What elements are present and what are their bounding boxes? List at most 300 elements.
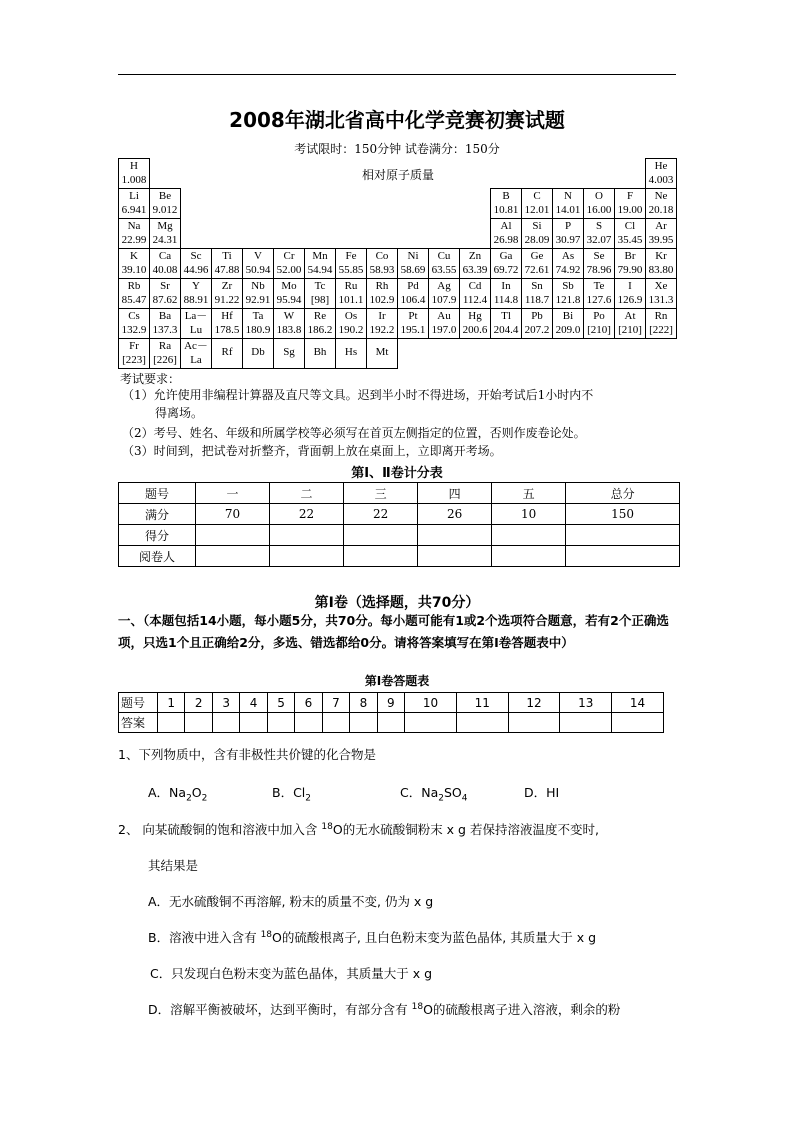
grader-entry-cell[interactable] xyxy=(492,546,566,567)
element-symbol: Y xyxy=(192,280,200,292)
table-cell: 题号 xyxy=(119,483,196,504)
grader-entry-cell[interactable] xyxy=(270,546,344,567)
element-cell xyxy=(304,338,336,369)
answer-header-label: 题号 xyxy=(119,693,158,713)
element-symbol: F xyxy=(626,190,634,202)
q1-option-b: B．$Cl_2$ xyxy=(272,785,312,804)
element-cell xyxy=(614,218,646,249)
element-cell xyxy=(149,338,181,369)
grader-entry-cell[interactable] xyxy=(344,546,418,567)
element-cell xyxy=(459,308,491,339)
element-cell xyxy=(273,248,305,279)
element-cell xyxy=(521,218,553,249)
element-mass: 83.80 xyxy=(648,264,674,276)
element-mass: 88.91 xyxy=(183,294,209,306)
element-cell xyxy=(521,248,553,279)
table-cell: 满分 xyxy=(119,504,196,525)
answer-question-number: 6 xyxy=(295,693,322,713)
element-symbol: Te xyxy=(593,280,605,292)
requirement-item: （1）允许使用非编程计算器及直尺等文具。迟到半小时不得进场，开始考试后1小时内不 xyxy=(122,388,594,402)
element-cell xyxy=(180,338,212,369)
requirements-heading: 考试要求： xyxy=(120,372,181,386)
element-mass: 26.98 xyxy=(493,234,519,246)
table-row xyxy=(119,483,680,504)
answer-question-number: 2 xyxy=(185,693,212,713)
element-mass: 102.9 xyxy=(369,294,395,306)
element-symbol: Os xyxy=(344,310,358,322)
element-mass: 19.00 xyxy=(617,204,643,216)
element-mass: 190.2 xyxy=(338,324,364,336)
element-symbol: Rb xyxy=(127,280,141,292)
element-cell xyxy=(335,248,367,279)
element-mass: 74.92 xyxy=(555,264,581,276)
element-cell xyxy=(583,248,615,279)
grader-entry-cell[interactable] xyxy=(418,546,492,567)
element-symbol: Be xyxy=(158,190,172,202)
element-cell xyxy=(583,218,615,249)
element-cell xyxy=(645,278,677,309)
section1-title: 第Ⅰ卷（选择题，共70分） xyxy=(314,595,480,611)
element-cell xyxy=(490,218,522,249)
element-mass: 50.94 xyxy=(245,264,271,276)
element-symbol: P xyxy=(564,220,572,232)
element-mass: 58.93 xyxy=(369,264,395,276)
element-symbol: Al xyxy=(500,220,512,232)
element-cell xyxy=(304,248,336,279)
element-cell xyxy=(366,338,398,369)
element-mass: 28.09 xyxy=(524,234,550,246)
element-cell xyxy=(304,308,336,339)
grader-entry-cell[interactable] xyxy=(196,546,270,567)
answer-question-number: 9 xyxy=(377,693,404,713)
element-mass: 137.3 xyxy=(152,324,178,336)
element-symbol: Ru xyxy=(344,280,358,292)
element-symbol: He xyxy=(654,160,668,172)
periodic-table xyxy=(118,158,676,368)
element-cell xyxy=(490,308,522,339)
element-cell xyxy=(459,248,491,279)
element-mass: 47.88 xyxy=(214,264,240,276)
element-cell xyxy=(552,278,584,309)
element-symbol: Se xyxy=(593,250,605,262)
element-symbol: C xyxy=(533,190,541,202)
element-cell xyxy=(614,188,646,219)
q2-option-c: C．只发现白色粉末变为蓝色晶体，其质量大于 x g xyxy=(150,966,433,981)
answer-entry-cell[interactable] xyxy=(212,713,239,733)
element-mass: 92.91 xyxy=(245,294,271,306)
table-cell: 10 xyxy=(492,504,566,525)
element-cell xyxy=(366,308,398,339)
element-mass: 32.07 xyxy=(586,234,612,246)
table-cell: 三 xyxy=(344,483,418,504)
element-symbol: Sg xyxy=(283,346,295,358)
element-cell xyxy=(118,308,150,339)
element-symbol: Fr xyxy=(129,340,139,352)
table-cell: 阅卷人 xyxy=(119,546,196,567)
element-symbol: Rf xyxy=(221,346,233,358)
q1-option-a: A．$Na_2O_2$ xyxy=(148,785,208,804)
score-table xyxy=(118,482,680,567)
element-cell xyxy=(118,248,150,279)
q2-option-b: B．溶液中进入含有 $^{18}$O的硫酸根离子, 且白色粉末变为蓝色晶体, 其质量大于 x g xyxy=(148,929,597,945)
element-symbol: I xyxy=(628,280,632,292)
element-cell xyxy=(428,278,460,309)
element-cell xyxy=(242,248,274,279)
element-symbol: Cr xyxy=(283,250,295,262)
element-symbol: Li xyxy=(129,190,139,202)
element-mass: [222] xyxy=(649,324,673,336)
table-cell: 150 xyxy=(566,504,680,525)
element-cell xyxy=(211,308,243,339)
score-entry-cell[interactable] xyxy=(344,525,418,546)
element-mass: La xyxy=(190,354,202,366)
answer-table-title: 第Ⅰ卷答题表 xyxy=(364,674,430,688)
answer-question-number: 5 xyxy=(267,693,294,713)
element-mass: 192.2 xyxy=(369,324,395,336)
element-mass: 63.39 xyxy=(462,264,488,276)
element-symbol: Ti xyxy=(222,250,232,262)
score-entry-cell[interactable] xyxy=(270,525,344,546)
q1-option-d: D．HI xyxy=(524,785,560,800)
element-cell xyxy=(614,278,646,309)
element-mass: 106.4 xyxy=(400,294,426,306)
element-symbol: Ag xyxy=(437,280,451,292)
element-mass: 78.96 xyxy=(586,264,612,276)
q2-option-d: D．溶解平衡被破坏，达到平衡时，有部分含有 $^{18}$O的硫酸根离子进入溶液，剩余的粉 xyxy=(148,1001,621,1017)
element-mass: 101.1 xyxy=(338,294,364,306)
element-symbol: Pd xyxy=(407,280,419,292)
element-cell xyxy=(645,218,677,249)
page-title: 2008年湖北省高中化学竞赛初赛试题 xyxy=(229,108,565,132)
element-cell xyxy=(552,188,584,219)
element-cell xyxy=(211,248,243,279)
answer-question-number: 11 xyxy=(456,693,508,713)
element-cell xyxy=(490,278,522,309)
answer-question-number: 1 xyxy=(158,693,185,713)
answer-entry-cell[interactable] xyxy=(350,713,377,733)
element-mass: 79.90 xyxy=(617,264,643,276)
requirement-item: （3）时间到，把试卷对折整齐，背面朝上放在桌面上，立即离开考场。 xyxy=(122,444,502,458)
element-symbol: Mt xyxy=(375,346,389,358)
answer-entry-cell[interactable] xyxy=(185,713,212,733)
element-symbol: Ga xyxy=(499,250,513,262)
element-symbol: Xe xyxy=(654,280,668,292)
element-mass: 63.55 xyxy=(431,264,457,276)
element-symbol: Sb xyxy=(562,280,574,292)
element-cell xyxy=(614,308,646,339)
element-mass: 24.31 xyxy=(152,234,178,246)
element-cell xyxy=(521,188,553,219)
grader-entry-cell[interactable] xyxy=(566,546,680,567)
element-mass: 22.99 xyxy=(121,234,147,246)
element-symbol: Mo xyxy=(281,280,297,292)
element-cell xyxy=(211,278,243,309)
element-mass: 4.003 xyxy=(648,174,674,186)
table-cell: 22 xyxy=(270,504,344,525)
page-subtitle: 考试限时：150分钟 试卷满分：150分 xyxy=(294,142,500,156)
element-cell xyxy=(397,278,429,309)
table-row xyxy=(119,504,680,525)
element-mass: [98] xyxy=(310,294,330,306)
element-cell xyxy=(645,188,677,219)
element-mass: 10.81 xyxy=(493,204,519,216)
answer-question-number: 7 xyxy=(322,693,349,713)
element-symbol: Pb xyxy=(531,310,543,322)
element-symbol: La－ xyxy=(184,310,208,322)
element-mass: [226] xyxy=(153,354,177,366)
answer-question-number: 12 xyxy=(508,693,560,713)
element-cell xyxy=(614,248,646,279)
element-cell xyxy=(397,308,429,339)
element-cell xyxy=(366,248,398,279)
header-rule xyxy=(118,74,676,75)
element-mass: 39.95 xyxy=(648,234,674,246)
element-symbol: At xyxy=(624,310,636,322)
element-cell xyxy=(645,308,677,339)
table-cell: 70 xyxy=(196,504,270,525)
answer-entry-cell[interactable] xyxy=(560,713,612,733)
element-cell xyxy=(335,338,367,369)
answer-entry-cell[interactable] xyxy=(158,713,185,733)
element-cell xyxy=(242,278,274,309)
element-mass: 87.62 xyxy=(152,294,178,306)
element-symbol: N xyxy=(564,190,572,202)
element-mass: 14.01 xyxy=(555,204,581,216)
element-cell xyxy=(149,188,181,219)
element-symbol: V xyxy=(254,250,262,262)
element-mass: 209.0 xyxy=(555,324,581,336)
element-symbol: Bh xyxy=(313,346,327,358)
table-cell: 总分 xyxy=(566,483,680,504)
element-cell xyxy=(521,308,553,339)
q1-option-c: C．$Na_2SO_4$ xyxy=(400,785,468,804)
section1-instructions: 一、（本题包括14小题，每小题5分，共70分。每小题可能有1或2个选项符合题意，若有2个正确选项，只选1个且正确给2分，多选、错选都给0分。请将答案填写在第Ⅰ卷答题表中） xyxy=(118,613,669,650)
element-mass: 178.5 xyxy=(214,324,240,336)
element-mass: 132.9 xyxy=(121,324,147,336)
element-mass: 58.69 xyxy=(400,264,426,276)
element-mass: 54.94 xyxy=(307,264,333,276)
element-symbol: Fe xyxy=(345,250,357,262)
element-symbol: Rn xyxy=(654,310,668,322)
element-mass: 6.941 xyxy=(121,204,147,216)
element-mass: 40.08 xyxy=(152,264,178,276)
answer-entry-cell[interactable] xyxy=(508,713,560,733)
element-mass: 180.9 xyxy=(245,324,271,336)
table-cell: 26 xyxy=(418,504,492,525)
answer-entry-cell[interactable] xyxy=(322,713,349,733)
element-mass: 72.61 xyxy=(524,264,550,276)
element-symbol: K xyxy=(130,250,138,262)
element-cell xyxy=(490,248,522,279)
element-cell xyxy=(552,308,584,339)
element-cell xyxy=(180,248,212,279)
element-symbol: Co xyxy=(375,250,389,262)
element-mass: Lu xyxy=(189,324,203,336)
element-mass: 204.4 xyxy=(493,324,519,336)
element-cell xyxy=(118,188,150,219)
element-cell xyxy=(490,188,522,219)
score-table-title: 第Ⅰ、Ⅱ卷计分表 xyxy=(351,466,443,481)
element-symbol: Ar xyxy=(655,220,667,232)
element-cell xyxy=(273,338,305,369)
element-symbol: Ca xyxy=(158,250,172,262)
element-symbol: Pt xyxy=(408,310,418,322)
table-row xyxy=(119,546,680,567)
answer-entry-cell[interactable] xyxy=(377,713,404,733)
element-symbol: Mn xyxy=(312,250,328,262)
element-symbol: Ra xyxy=(158,340,172,352)
element-symbol: Ir xyxy=(378,310,386,322)
table-cell: 得分 xyxy=(119,525,196,546)
answer-entry-cell[interactable] xyxy=(612,713,664,733)
answer-question-number: 3 xyxy=(212,693,239,713)
element-mass: 91.22 xyxy=(214,294,240,306)
question-2-stem-continued: 其结果是 xyxy=(148,858,199,873)
element-mass: 114.8 xyxy=(493,294,519,306)
element-symbol: Ta xyxy=(252,310,264,322)
table-row xyxy=(119,525,680,546)
element-cell xyxy=(645,158,677,189)
element-cell xyxy=(273,308,305,339)
element-symbol: Hs xyxy=(344,346,358,358)
table-cell: 二 xyxy=(270,483,344,504)
element-mass: 95.94 xyxy=(276,294,302,306)
element-cell xyxy=(118,218,150,249)
element-cell xyxy=(304,278,336,309)
element-cell xyxy=(211,338,243,369)
table-cell: 五 xyxy=(492,483,566,504)
score-entry-cell[interactable] xyxy=(196,525,270,546)
element-symbol: Hf xyxy=(221,310,233,322)
element-symbol: Ge xyxy=(530,250,544,262)
element-mass: [210] xyxy=(587,324,611,336)
question-1-stem: 1、下列物质中，含有非极性共价键的化合物是 xyxy=(118,747,376,762)
element-cell xyxy=(118,158,150,189)
element-symbol: Cu xyxy=(437,250,451,262)
element-symbol: Ni xyxy=(407,250,419,262)
element-mass: [223] xyxy=(122,354,146,366)
element-mass: 12.01 xyxy=(524,204,550,216)
element-symbol: Tc xyxy=(314,280,326,292)
element-cell xyxy=(459,278,491,309)
element-symbol: Cl xyxy=(624,220,636,232)
element-symbol: Ne xyxy=(654,190,668,202)
answer-question-number: 8 xyxy=(350,693,377,713)
element-symbol: Sc xyxy=(190,250,202,262)
element-cell xyxy=(242,308,274,339)
element-cell xyxy=(335,308,367,339)
element-symbol: O xyxy=(595,190,603,202)
table-cell: 一 xyxy=(196,483,270,504)
element-symbol: Hg xyxy=(468,310,482,322)
score-entry-cell[interactable] xyxy=(418,525,492,546)
score-entry-cell[interactable] xyxy=(566,525,680,546)
element-mass: 118.7 xyxy=(524,294,550,306)
element-cell xyxy=(552,248,584,279)
element-symbol: Zn xyxy=(468,250,482,262)
element-mass: 35.45 xyxy=(617,234,643,246)
element-symbol: Si xyxy=(532,220,542,232)
element-symbol: Cd xyxy=(468,280,482,292)
element-mass: 126.9 xyxy=(617,294,643,306)
element-cell xyxy=(583,278,615,309)
element-symbol: S xyxy=(595,220,603,232)
element-symbol: Po xyxy=(593,310,605,322)
element-mass: 127.6 xyxy=(586,294,612,306)
element-symbol: As xyxy=(561,250,575,262)
periodic-table-title: 相对原子质量 xyxy=(361,168,434,182)
element-symbol: Re xyxy=(313,310,327,322)
element-symbol: Na xyxy=(127,220,141,232)
element-mass: 112.4 xyxy=(462,294,488,306)
element-mass: 16.00 xyxy=(586,204,612,216)
q2-option-a: A．无水硫酸铜不再溶解, 粉末的质量不变, 仍为 x g xyxy=(148,894,434,909)
element-cell xyxy=(583,308,615,339)
answer-entry-cell[interactable] xyxy=(240,713,267,733)
element-cell xyxy=(149,308,181,339)
answer-question-number: 14 xyxy=(612,693,664,713)
element-cell xyxy=(552,218,584,249)
element-mass: 20.18 xyxy=(648,204,674,216)
answer-entry-cell[interactable] xyxy=(405,713,457,733)
element-cell xyxy=(149,218,181,249)
element-cell xyxy=(180,308,212,339)
element-mass: 69.72 xyxy=(493,264,519,276)
element-symbol: Zr xyxy=(221,280,233,292)
answer-entry-cell[interactable] xyxy=(456,713,508,733)
score-entry-cell[interactable] xyxy=(492,525,566,546)
element-cell xyxy=(242,338,274,369)
element-mass: 195.1 xyxy=(400,324,426,336)
answer-entry-cell[interactable] xyxy=(295,713,322,733)
element-mass: 200.6 xyxy=(462,324,488,336)
element-symbol: H xyxy=(130,160,138,172)
element-cell xyxy=(397,248,429,279)
element-symbol: W xyxy=(283,310,295,322)
element-mass: 183.8 xyxy=(276,324,302,336)
element-mass: 55.85 xyxy=(338,264,364,276)
element-mass: 1.008 xyxy=(121,174,147,186)
element-mass: 121.8 xyxy=(555,294,581,306)
answer-entry-cell[interactable] xyxy=(267,713,294,733)
table-row xyxy=(119,693,664,713)
element-cell xyxy=(149,248,181,279)
element-mass: 207.2 xyxy=(524,324,550,336)
element-cell xyxy=(366,278,398,309)
answer-table xyxy=(118,692,664,733)
table-cell: 四 xyxy=(418,483,492,504)
element-cell xyxy=(149,278,181,309)
element-mass: [210] xyxy=(618,324,642,336)
element-cell xyxy=(521,278,553,309)
element-symbol: Sn xyxy=(531,280,543,292)
element-cell xyxy=(428,248,460,279)
element-mass: 186.2 xyxy=(307,324,333,336)
element-mass: 9.012 xyxy=(152,204,178,216)
element-mass: 52.00 xyxy=(276,264,302,276)
answer-question-number: 13 xyxy=(560,693,612,713)
element-mass: 30.97 xyxy=(555,234,581,246)
element-symbol: Rh xyxy=(375,280,389,292)
element-cell xyxy=(273,278,305,309)
element-mass: 107.9 xyxy=(431,294,457,306)
element-symbol: Mg xyxy=(157,220,173,232)
element-symbol: Ac－ xyxy=(184,340,208,352)
element-cell xyxy=(428,308,460,339)
element-symbol: Bi xyxy=(562,310,574,322)
element-symbol: Cs xyxy=(128,310,140,322)
element-mass: 39.10 xyxy=(121,264,147,276)
